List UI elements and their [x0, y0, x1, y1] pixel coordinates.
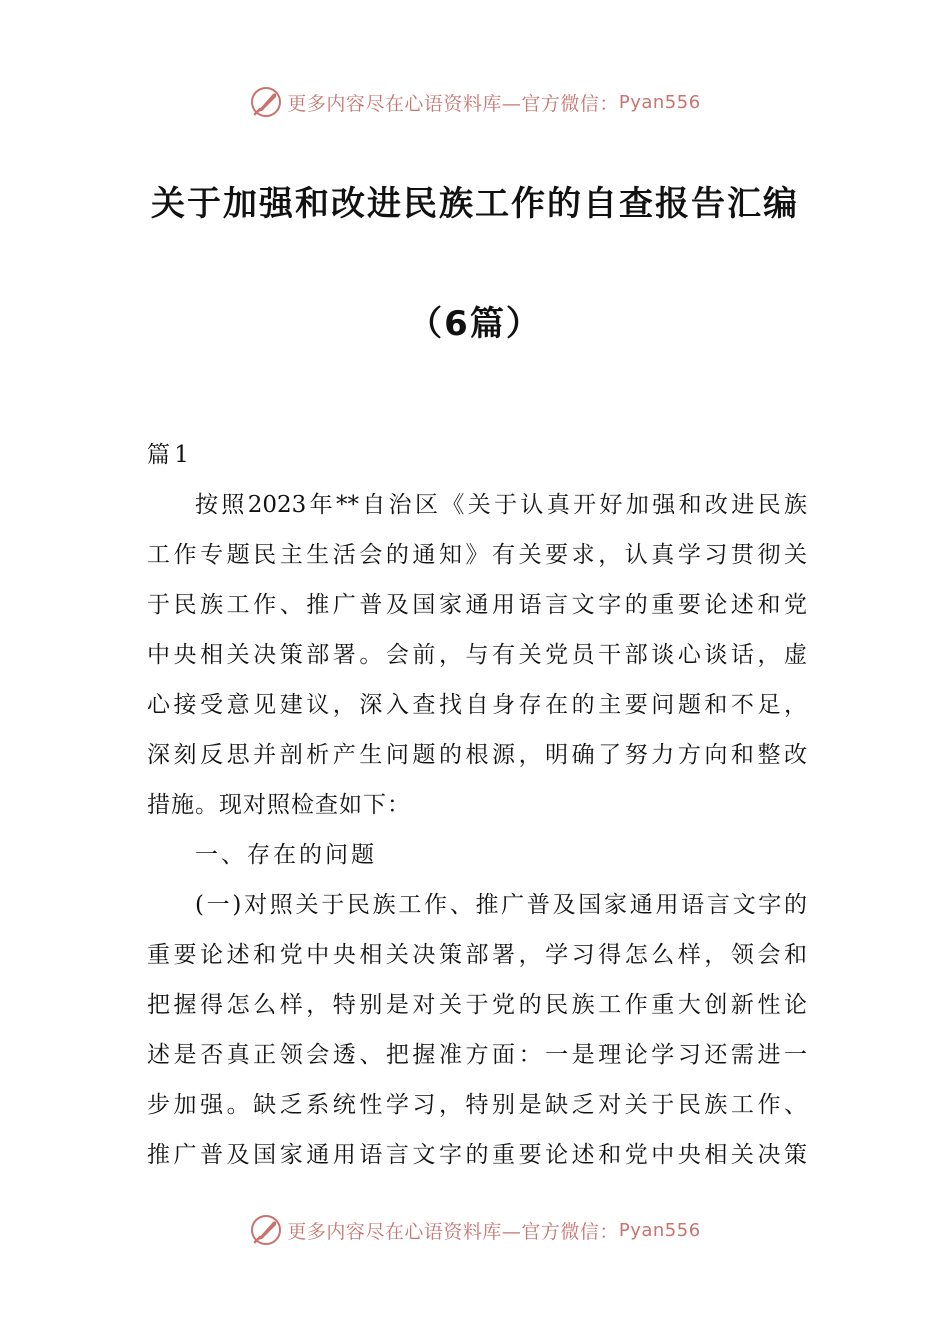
- watermark-wechat-id: Pyan556: [618, 1219, 701, 1241]
- watermark-text: 更多内容尽在心语资料库—官方微信：: [287, 92, 619, 115]
- paragraph-line: 工作专题民主生活会的通知》有关要求，认真学习贯彻关: [147, 542, 807, 568]
- paragraph-line: 中央相关决策部署。会前，与有关党员干部谈心谈话，虚: [147, 642, 807, 668]
- paragraph-line: 按照2023年**自治区《关于认真开好加强和改进民族: [195, 492, 807, 518]
- paragraph-line: 重要论述和党中央相关决策部署，学习得怎么样，领会和: [147, 942, 807, 968]
- section-label: 篇1: [147, 442, 194, 468]
- watermark-wechat-id: Pyan556: [618, 91, 701, 113]
- watermark-footer: [0, 1210, 950, 1250]
- pen-feather-logo-icon: [249, 85, 283, 119]
- pen-feather-logo-icon: [249, 1213, 283, 1247]
- watermark-header: [0, 82, 950, 122]
- paragraph-line: 于民族工作、推广普及国家通用语言文字的重要论述和党: [147, 592, 807, 618]
- paragraph-line: (一)对照关于民族工作、推广普及国家通用语言文字的: [195, 892, 807, 918]
- paragraph-line: 述是否真正领会透、把握准方面：一是理论学习还需进一: [147, 1042, 807, 1068]
- paragraph-line: 措施。现对照检查如下：: [147, 792, 411, 818]
- watermark-text: 更多内容尽在心语资料库—官方微信：: [287, 1220, 619, 1243]
- paragraph-line: 把握得怎么样，特别是对关于党的民族工作重大创新性论: [147, 992, 807, 1018]
- paragraph-line: 深刻反思并剖析产生问题的根源，明确了努力方向和整改: [147, 742, 807, 768]
- section-heading: 一、存在的问题: [195, 842, 377, 868]
- paragraph-line: 步加强。缺乏系统性学习，特别是缺乏对关于民族工作、: [147, 1092, 807, 1118]
- document-title: 关于加强和改进民族工作的自查报告汇编: [151, 184, 799, 224]
- document-subtitle-count: （6篇）: [408, 304, 542, 344]
- paragraph-line: 心接受意见建议，深入查找自身存在的主要问题和不足，: [147, 692, 807, 718]
- paragraph-line: 推广普及国家通用语言文字的重要论述和党中央相关决策: [147, 1142, 807, 1168]
